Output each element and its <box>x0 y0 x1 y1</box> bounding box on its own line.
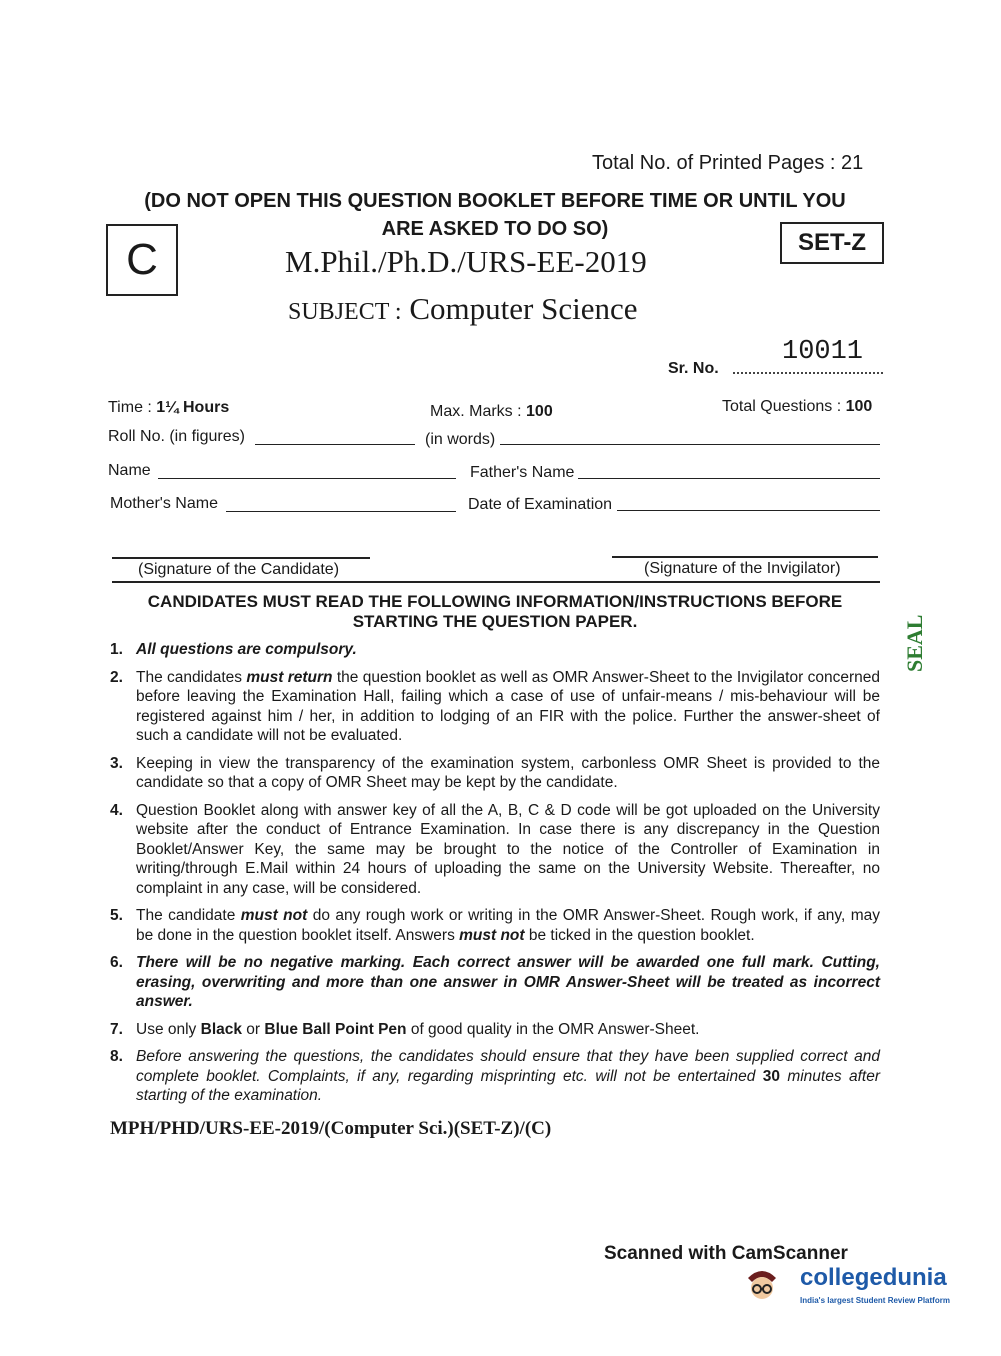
collegedunia-brand: collegedunia <box>800 1264 947 1291</box>
item-text: or <box>242 1020 265 1038</box>
name-label: Name <box>108 462 151 479</box>
total-printed-pages: Total No. of Printed Pages : 21 <box>592 152 864 174</box>
invigilator-signature-line[interactable] <box>612 556 878 558</box>
item-text: minutes after starting of the examination. <box>136 1067 880 1104</box>
total-questions-field <box>722 398 872 416</box>
instruction-item <box>110 668 880 746</box>
date-of-exam-label: Date of Examination <box>468 496 613 513</box>
name-line[interactable] <box>158 478 456 479</box>
time-field <box>108 399 229 417</box>
serial-number-label: Sr. No. <box>668 360 719 377</box>
item-text: Before answering the questions, the candidates should ensure that they have been supplied correct and complete booklet. Complaints, if any, regarding misprinting etc. will not be entertained <box>136 1048 880 1085</box>
item-number: 4. <box>110 801 123 819</box>
item-emphasis: must not <box>459 926 525 944</box>
candidate-signature-line[interactable] <box>112 557 370 559</box>
item-emphasis: Blue Ball Point Pen <box>264 1020 407 1038</box>
item-emphasis: must return <box>246 668 333 686</box>
do-not-open-warning <box>100 187 890 243</box>
item-text: the question booklet as well as OMR Answer-Sheet to the Invigilator concerned before leaving the Examination Hall, failing which a case of use of unfair-means / mis-behaviour will be registered against him / her, in addition to lodging of an FIR with the police. Further the answer-sheet of such a candidate will not be evaluated. <box>136 668 880 744</box>
invigilator-signature-label: (Signature of the Invigilator) <box>644 560 841 577</box>
item-text: There will be no negative marking. Each correct answer will be awarded one full mark. Cutting, erasing, overwriting and more than one answer in OMR Answer-Sheet will be treated as incorrect answer. <box>136 954 880 1010</box>
item-number: 3. <box>110 754 123 772</box>
mothers-name-label: Mother's Name <box>110 495 218 512</box>
roll-words-line[interactable] <box>500 444 880 445</box>
fathers-name-line[interactable] <box>578 478 880 479</box>
collegedunia-mascot-icon <box>742 1262 782 1308</box>
max-marks-value: 100 <box>526 403 553 420</box>
instruction-item <box>110 1020 880 1040</box>
subject-value: Computer Science <box>409 291 638 326</box>
instruction-item <box>110 953 880 1012</box>
instruction-item <box>110 801 880 899</box>
instructions-list <box>110 640 880 1114</box>
item-number: 1. <box>110 641 123 658</box>
item-number: 8. <box>110 1048 123 1065</box>
item-emphasis: Black <box>200 1020 242 1038</box>
item-text: be ticked in the question booklet. <box>524 926 755 944</box>
subject-label: SUBJECT : <box>288 299 402 325</box>
instructions-heading-line-1: CANDIDATES MUST READ THE FOLLOWING INFORMATION/INSTRUCTIONS BEFORE <box>147 592 843 611</box>
item-number: 5. <box>110 907 123 924</box>
booklet-code-box: C <box>106 224 178 296</box>
subject-line <box>288 291 637 327</box>
item-number: 2. <box>110 668 123 686</box>
mothers-name-line[interactable] <box>226 511 456 512</box>
collegedunia-tagline: India's largest Student Review Platform <box>800 1296 950 1305</box>
set-box: SET-Z <box>780 222 884 264</box>
section-divider <box>112 581 880 583</box>
instruction-item <box>110 1047 880 1106</box>
time-value: 1¼ Hours <box>156 399 230 416</box>
item-text: Use only <box>136 1020 201 1038</box>
item-emphasis: must not <box>240 907 308 924</box>
instruction-item <box>110 640 880 660</box>
time-label: Time : <box>108 399 157 416</box>
candidate-signature-label: (Signature of the Candidate) <box>138 561 340 578</box>
exam-title: M.Phil./Ph.D./URS-EE-2019 <box>285 244 647 279</box>
item-text: of good quality in the OMR Answer-Sheet. <box>406 1020 700 1038</box>
fathers-name-label: Father's Name <box>470 464 575 481</box>
serial-number-value: 10011 <box>782 337 864 367</box>
footer-paper-code: MPH/PHD/URS-EE-2019/(Computer Sci.)(SET-Z)/(C) <box>110 1118 552 1139</box>
item-text: The candidates <box>136 668 247 686</box>
total-questions-label: Total Questions : <box>722 398 846 415</box>
item-number: 6. <box>110 954 123 971</box>
instruction-item <box>110 754 880 793</box>
warning-line-2: ARE ASKED TO DO SO) <box>381 218 609 240</box>
seal-text: SEAL <box>902 614 927 672</box>
total-questions-value: 100 <box>845 398 873 415</box>
item-text: All questions are compulsory. <box>136 641 357 658</box>
instructions-heading <box>110 592 880 632</box>
item-text: Keeping in view the transparency of the examination system, carbonless OMR Sheet is provided to the candidate so that a copy of OMR Sheet may be kept by the candidate. <box>136 754 880 791</box>
instruction-item <box>110 906 880 945</box>
item-text: The candidate <box>136 907 241 924</box>
item-number: 7. <box>110 1020 123 1038</box>
roll-figures-line[interactable] <box>255 444 415 445</box>
max-marks-field <box>430 403 553 421</box>
roll-figures-label: Roll No. (in figures) <box>108 428 245 445</box>
serial-number-dots <box>733 372 883 374</box>
instructions-heading-line-2: STARTING THE QUESTION PAPER. <box>352 612 638 631</box>
date-of-exam-line[interactable] <box>617 510 880 511</box>
item-text: do any rough work or writing in the OMR Answer-Sheet. Rough work, if any, may be done in the question booklet itself. Answers <box>136 907 881 944</box>
item-text: Question Booklet along with answer key of all the A, B, C & D code will be got uploaded on the University website after the conduct of Entrance Examination. In case there is any discrepancy in the Question Booklet/Answer Key, the same may be brought to the notice of the Controller of Examination in writing/through E.Mail within 24 hours of uploading the same on the University Website. Thereafter, no complaint in any case, will be considered. <box>136 801 880 897</box>
roll-words-label: (in words) <box>425 431 496 448</box>
seal-stamp <box>902 614 930 742</box>
max-marks-label: Max. Marks : <box>430 403 527 420</box>
warning-line-1: (DO NOT OPEN THIS QUESTION BOOKLET BEFORE TIME OR UNTIL YOU <box>144 190 846 212</box>
scanned-with-label: Scanned with CamScanner <box>604 1243 848 1264</box>
item-emphasis: 30 <box>762 1067 780 1085</box>
